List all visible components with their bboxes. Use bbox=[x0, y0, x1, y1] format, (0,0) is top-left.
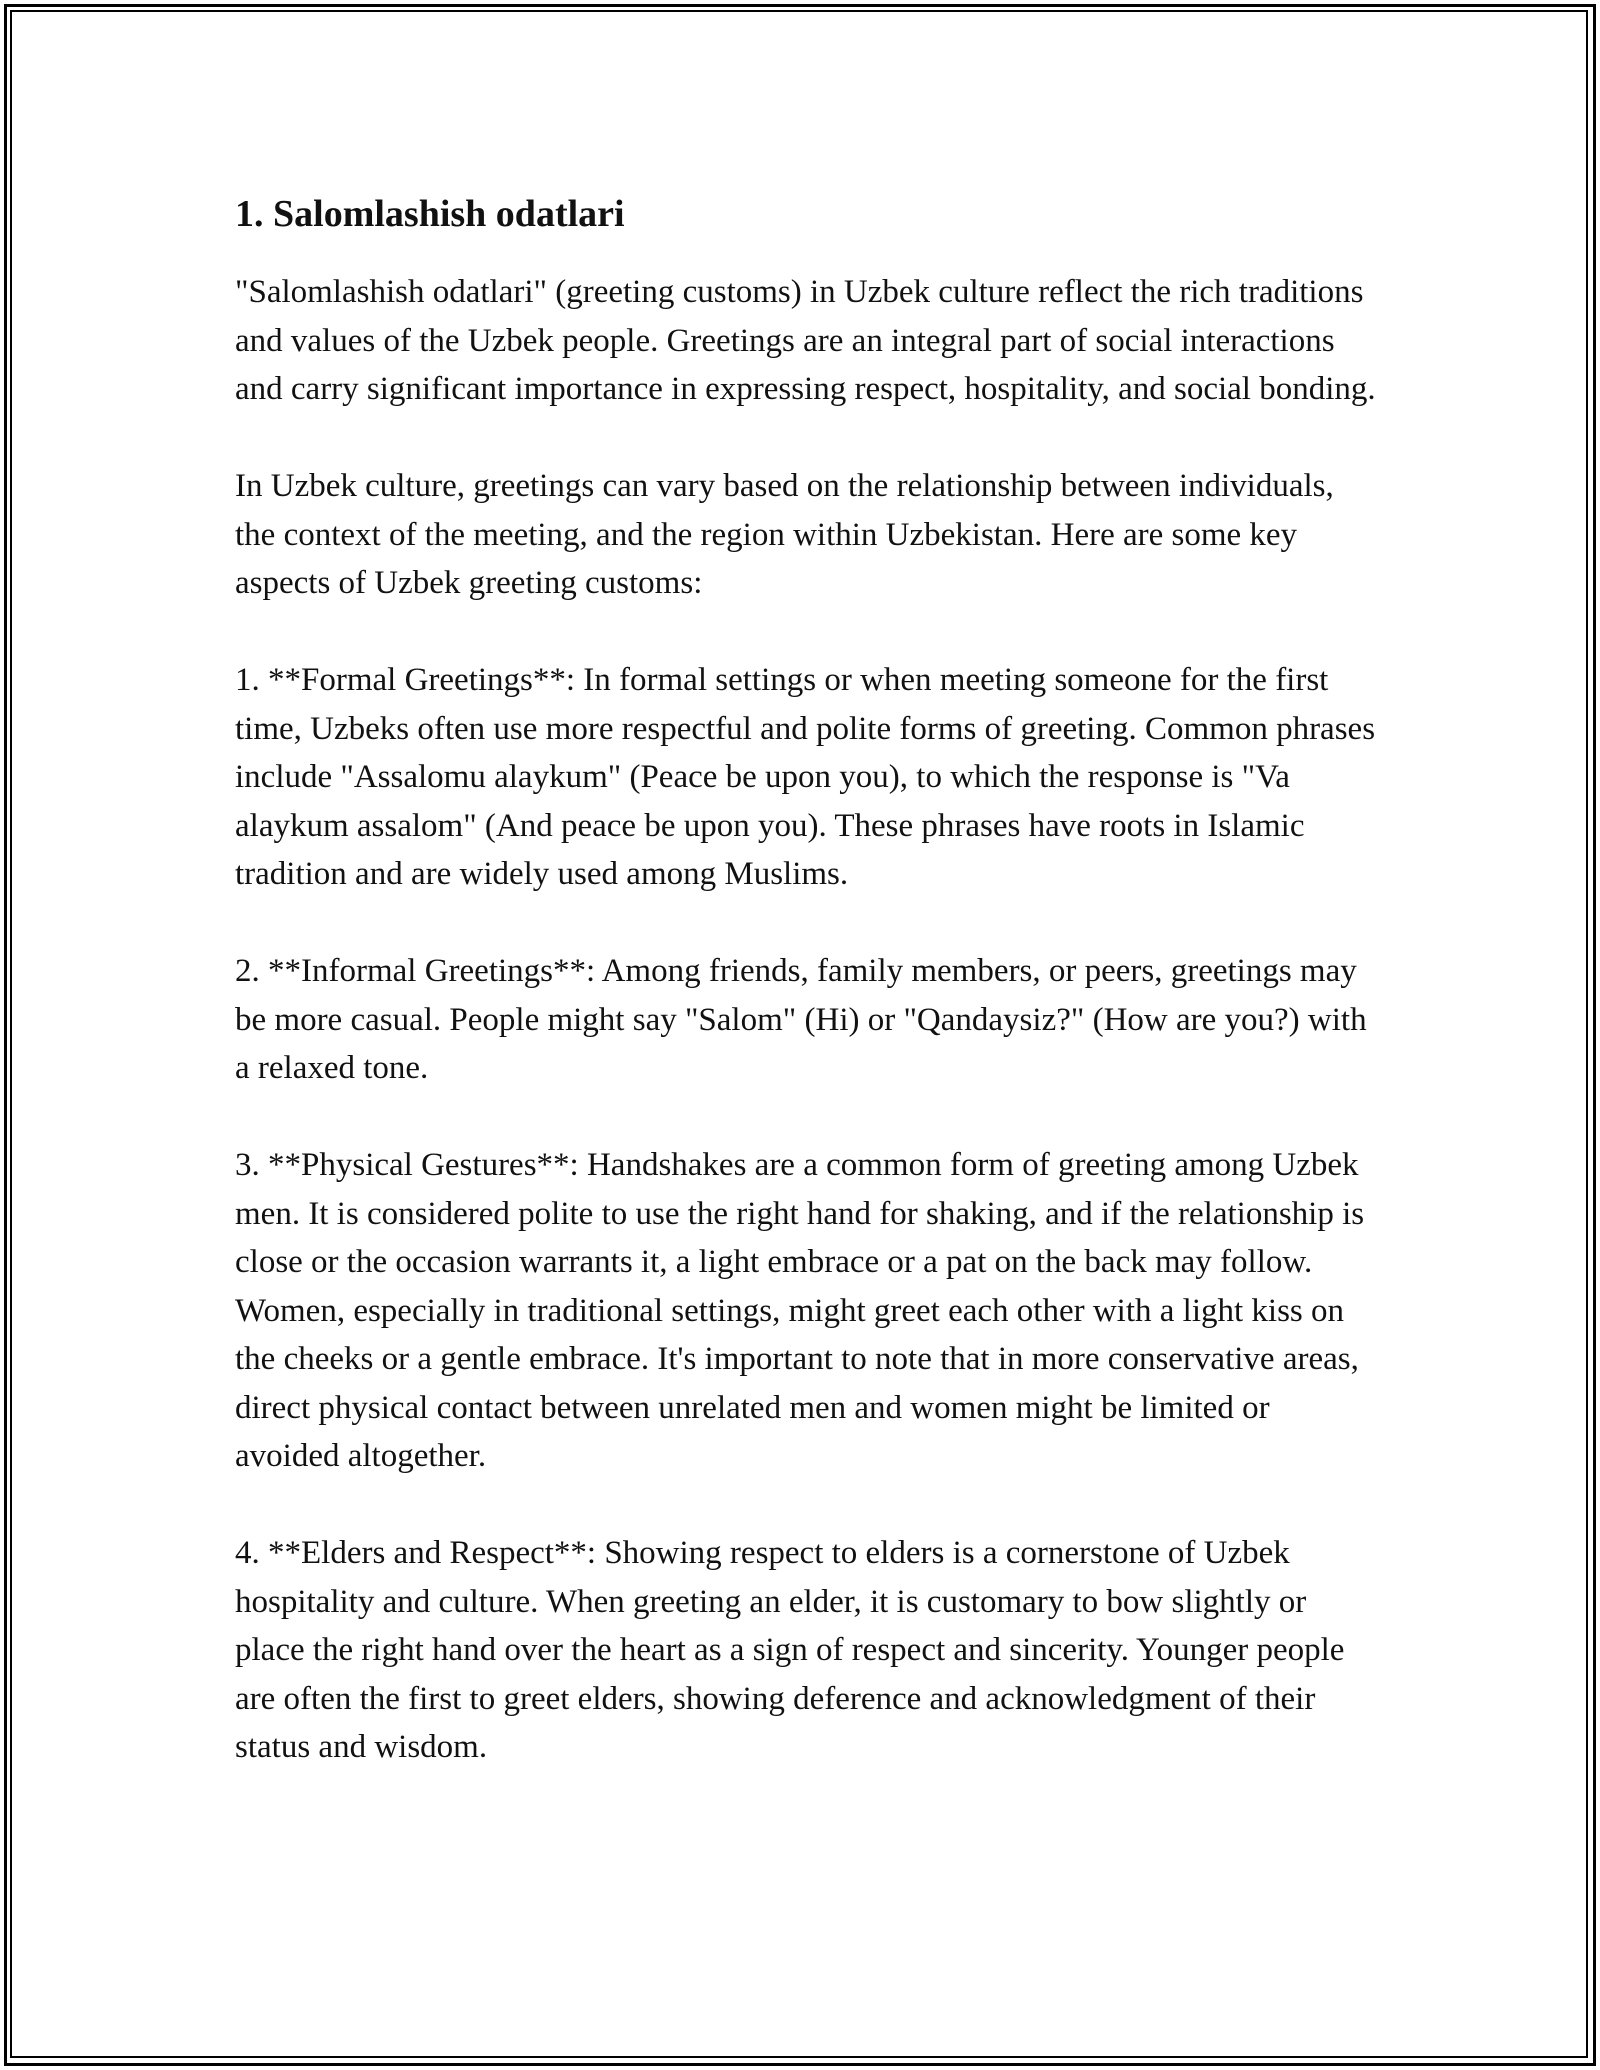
paragraph-formal-greetings: 1. **Formal Greetings**: In formal settings or when meeting someone for the first time, Uzbeks often use more respectful and polite forms of greeting. Common phrases include "Assalomu alaykum" (Peace be upon you), to which the response is "Va alaykum assalom" (And peace be upon you). These phrases have roots in Islamic tradition and are widely used among Muslims. bbox=[235, 662, 1376, 892]
paragraph-informal-greetings: 2. **Informal Greetings**: Among friends, family members, or peers, greetings may be more casual. People might say "Salom" (Hi) or "Qandaysiz?" (How are you?) with a relaxed tone. bbox=[235, 953, 1367, 1086]
document-body bbox=[235, 186, 1380, 1772]
paragraph-elders-respect: 4. **Elders and Respect**: Showing respect to elders is a cornerstone of Uzbek hospitality and culture. When greeting an elder, it is customary to bow slightly or place the right hand over the heart as a sign of respect and sincerity. Younger people are often the first to greet elders, showing deference and acknowledgment of their status and wisdom. bbox=[235, 1535, 1345, 1765]
paragraph-physical-gestures: 3. **Physical Gestures**: Handshakes are a common form of greeting among Uzbek men. It is considered polite to use the right hand for shaking, and if the relationship is close or the occasion warrants it, a light embrace or a pat on the back may follow. Women, especially in traditional settings, might greet each other with a light kiss on the cheeks or a gentle embrace. It's important to note that in more conservative areas, direct physical contact between unrelated men and women might be limited or avoided altogether. bbox=[235, 1147, 1365, 1474]
paragraph-intro: "Salomlashish odatlari" (greeting customs) in Uzbek culture reflect the rich traditions and values of the Uzbek people. Greetings are an integral part of social interactions and carry significant importance in expressing respect, hospitality, and social bonding. bbox=[235, 274, 1376, 407]
section-heading: 1. Salomlashish odatlari bbox=[235, 193, 625, 235]
paragraph-context: In Uzbek culture, greetings can vary based on the relationship between individuals, the context of the meeting, and the region within Uzbekistan. Here are some key aspects of Uzbek greeting customs: bbox=[235, 468, 1334, 601]
